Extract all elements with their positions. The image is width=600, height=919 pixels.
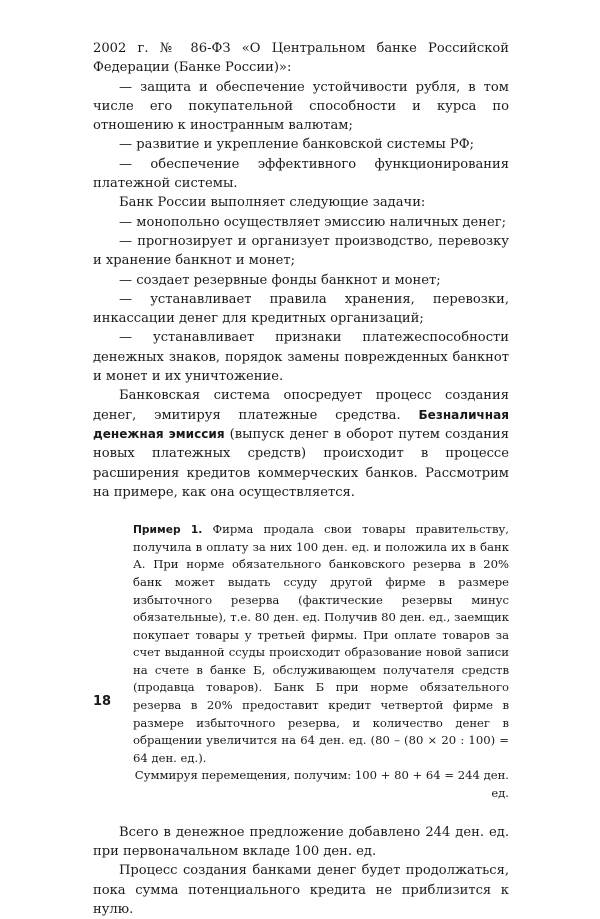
list-item-production: — прогнозирует и организует производство, перевозку и хранение банкнот и монет; xyxy=(93,233,509,269)
list-item-banking-system: — развитие и укрепление банковской системы РФ; xyxy=(119,137,475,153)
example-label: Пример 1. xyxy=(133,523,203,537)
list-item-emission: — монопольно осуществляет эмиссию наличных денег; xyxy=(119,214,506,230)
paragraph-total: Всего в денежное предложение добавлено 244 ден. ед. при первоначальном вкладе 100 ден. ед. xyxy=(93,824,509,859)
list-item-storage-rules: — устанавливает правила хранения, перевозки, инкассации денег для кредитных организаций; xyxy=(93,291,509,327)
list-item-ruble: — защита и обеспечение устойчивости рубля, в том числе его покупательной способности и курса по отношению к иностранным валютам; xyxy=(93,79,509,134)
main-text xyxy=(93,39,509,502)
emission-text-before: Банковская система опосредует процесс создания денег, эмитируя платежные средства. xyxy=(93,388,509,423)
example-summary: Суммируя перемещения, получим: 100 + 80 + 64 = 244 ден. ед. xyxy=(134,768,509,801)
example-block xyxy=(133,521,509,803)
paragraph-law-reference: 2002 г. № 86-ФЗ «О Центральном банке Российской Федерации (Банке России)»: xyxy=(93,41,509,76)
paragraph-emission xyxy=(93,386,509,502)
example-paragraph xyxy=(133,521,509,767)
paragraph-process: Процесс создания банками денег будет продолжаться, пока сумма потенциального кредита не приблизится к нулю. xyxy=(93,863,509,917)
closing-text xyxy=(93,823,509,919)
page-number: 18 xyxy=(93,694,112,709)
emission-text-after: (выпуск денег в оборот путем создания новых платежных средств) происходит в процессе расширения кредитов коммерческих банков. Рассмотрим на примере, как она осуществляется. xyxy=(93,426,509,500)
page-content xyxy=(93,39,509,919)
example-text: Фирма продала свои товары правительству, получила в оплату за них 100 ден. ед. и положила их в банк А. При норме обязательного банковского резерва в 20% банк может выдать ссуду другой фирме в размере избыточного резерва (фактические резервы минус обязательные), т.е. 80 ден. ед. Получив 80 ден. ед., заемщик покупает товары у третьей фирмы. При оплате товаров за счет выданной ссуды происходит образование новой записи на счете в банке Б, обслуживающем получателя средств (продавца товаров). Банк Б при норме обязательного резерва в 20% предоставит кредит четвертой фирме в размере избыточного резерва, и количество денег в обращении увеличится на 64 ден. ед. (80 – (80 × 20 : 100) = 64 ден. ед.). xyxy=(133,522,509,765)
list-item-solvency-signs: — устанавливает признаки платежеспособности денежных знаков, порядок замены поврежденных банкнот и монет и их уничтожение. xyxy=(93,330,509,385)
list-item-reserve-funds: — создает резервные фонды банкнот и монет; xyxy=(119,272,441,288)
emission-term: Безналичная денежная эмиссия xyxy=(93,407,509,441)
paragraph-tasks-intro: Банк России выполняет следующие задачи: xyxy=(119,195,426,211)
list-item-payment-system: — обеспечение эффективного функционирования платежной системы. xyxy=(93,156,509,192)
